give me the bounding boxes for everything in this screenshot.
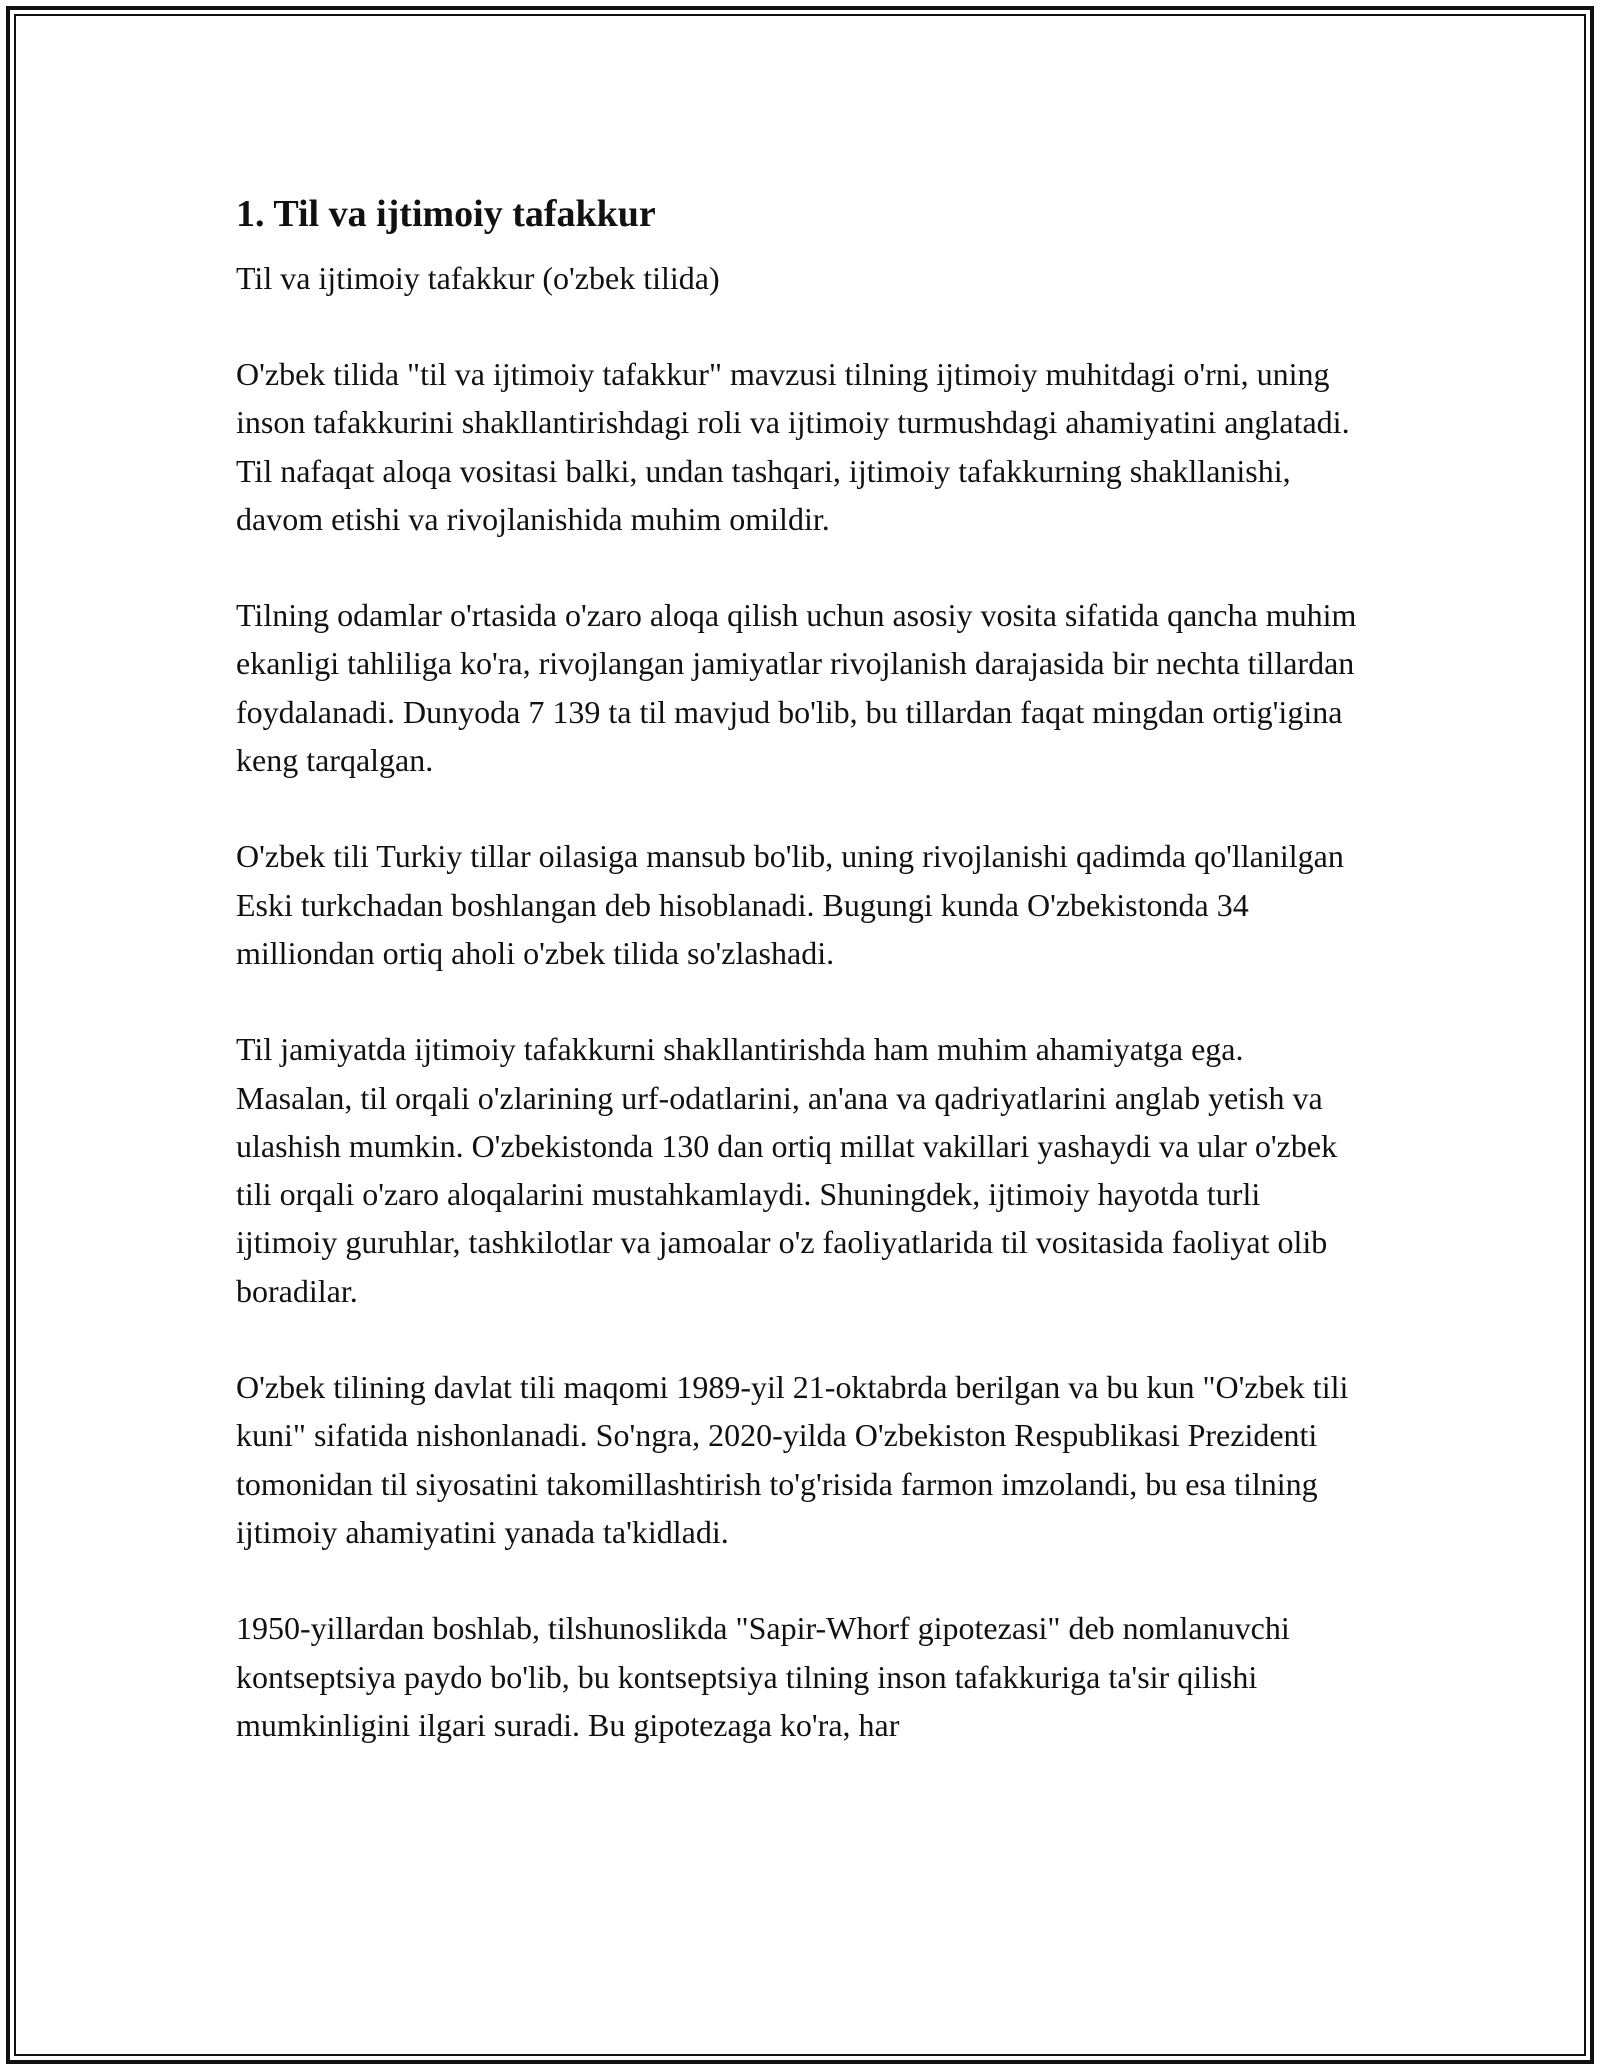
paragraph-1: O'zbek tilida "til va ijtimoiy tafakkur" mavzusi tilning ijtimoiy muhitdagi o'rni, uning inson tafakkurini shakllantirishdagi roli va ijtimoiy turmushdagi ahamiyatini anglatadi. Til nafaqat aloqa vositasi balki, undan tashqari, ijtimoiy tafakkurning shakllanishi, davom etishi va rivojlanishida muhim omildir. [236,356,1350,537]
document-subtitle: Til va ijtimoiy tafakkur (o'zbek tilida) [236,260,720,296]
paragraph-4: Til jamiyatda ijtimoiy tafakkurni shakllantirishda ham muhim ahamiyatga ega. Masalan, til orqali o'zlarining urf-odatlarini, an'ana va qadriyatlarini anglab yetish va ulashish mumkin. O'zbekistonda 130 dan ortiq millat vakillari yashaydi va ular o'zbek tili orqali o'zaro aloqalarini mustahkamlaydi. Shuningdek, ijtimoiy hayotda turli ijtimoiy guruhlar, tashkilotlar va jamoalar o'z faoliyatlarida til vositasida faoliyat olib boradilar. [236,1031,1338,1309]
document-body [236,186,1366,1749]
paragraph-2: Tilning odamlar o'rtasida o'zaro aloqa qilish uchun asosiy vosita sifatida qancha muhim ekanligi tahliliga ko'ra, rivojlangan jamiyatlar rivojlanish darajasida bir nechta tillardan foydalanadi. Dunyoda 7 139 ta til mavjud bo'lib, bu tillardan faqat mingdan ortig'igina keng tarqalgan. [236,597,1357,779]
paragraph-3: O'zbek tili Turkiy tillar oilasiga mansub bo'lib, uning rivojlanishi qadimda qo'llanilgan Eski turkchadan boshlangan deb hisoblanadi. Bugungi kunda O'zbekistonda 34 milliondan ortiq aholi o'zbek tilida so'zlashadi. [236,838,1344,971]
paragraph-5: O'zbek tilining davlat tili maqomi 1989-yil 21-oktabrda berilgan va bu kun "O'zbek tili kuni" sifatida nishonlanadi. So'ngra, 2020-yilda O'zbekiston Respublikasi Prezidenti tomonidan til siyosatini takomillashtirish to'g'risida farmon imzolandi, bu esa tilning ijtimoiy ahamiyatini yanada ta'kidladi. [236,1369,1349,1550]
paragraph-6: 1950-yillardan boshlab, tilshunoslikda "Sapir-Whorf gipotezasi" deb nomlanuvchi kontseptsiya paydo bo'lib, bu kontseptsiya tilning inson tafakkuriga ta'sir qilishi mumkinligini ilgari suradi. Bu gipotezaga ko'ra, har [236,1610,1290,1743]
section-heading: 1. Til va ijtimoiy tafakkur [236,193,656,235]
